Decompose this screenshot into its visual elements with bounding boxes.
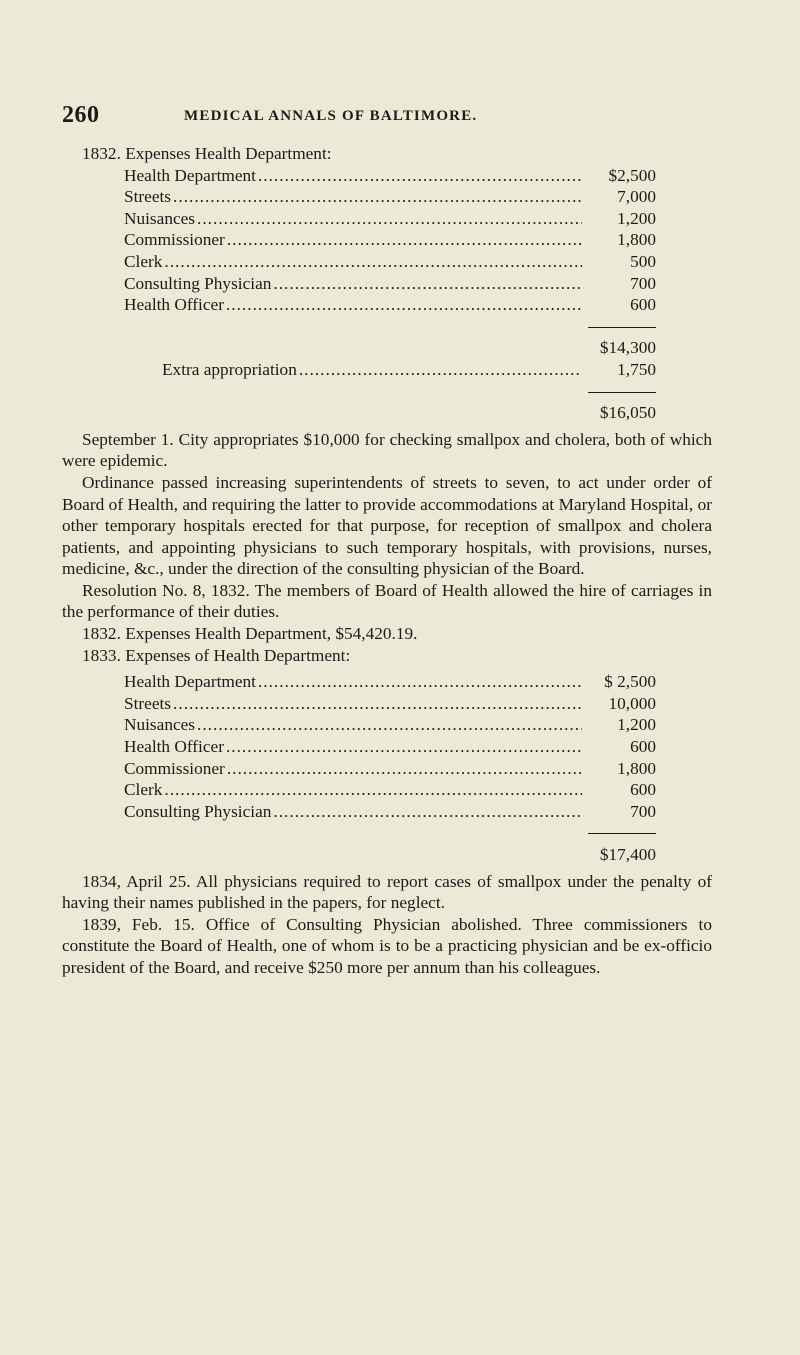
ledger-label: Commissioner (124, 230, 225, 250)
total-rule-spacer (124, 381, 656, 403)
ledger-amount: 1,750 (617, 359, 656, 379)
ledger-row (124, 208, 656, 230)
total-rule (588, 392, 656, 393)
paragraph: 1839, Feb. 15. Office of Consulting Physician abolished. Three commissioners to constitute the Board of Health, one of whom is to be a practicing physician and be ex-officio president of the Board, and receive $250 more per annum than his colleagues. (62, 914, 712, 977)
total-rule-spacer (124, 316, 656, 338)
running-title: MEDICAL ANNALS OF BALTIMORE. (184, 108, 478, 124)
dot-leader (258, 671, 582, 693)
dot-leader (273, 801, 582, 823)
page-body (62, 143, 712, 979)
page-number: 260 (62, 102, 100, 128)
ledger-label: Extra appropriation (162, 359, 297, 379)
dot-leader (299, 359, 582, 381)
ledger-label: Commissioner (124, 758, 225, 778)
ledger-label: Clerk (124, 780, 163, 800)
ledger-row (124, 779, 656, 801)
ledger-label: Consulting Physician (124, 801, 272, 821)
section-1833-heading: 1833. Expenses of Health Department: (82, 645, 351, 665)
total-rule-spacer (124, 822, 656, 844)
dot-leader (227, 229, 582, 251)
ledger-row (124, 758, 656, 780)
grand-total-row (124, 844, 656, 866)
ledger-amount: $ 2,500 (604, 672, 656, 692)
grand-total-amount: $17,400 (599, 845, 656, 864)
ledger-row (124, 273, 656, 295)
ledger-amount: 1,200 (617, 208, 656, 228)
grand-total-row (124, 402, 656, 424)
ledger-label: Nuisances (124, 715, 196, 735)
ledger-row (124, 714, 656, 736)
dot-leader (226, 736, 582, 758)
paragraph: Resolution No. 8, 1832. The members of Board of Health allowed the hire of carriages in the performance of their duties. (62, 580, 712, 622)
ledger-label: Health Officer (124, 737, 224, 757)
dot-leader (197, 208, 582, 230)
paragraph: Ordinance passed increasing superintendents of streets to seven, to act under order of Board of Health, and requiring the latter to provide accommodations at Maryland Hospital, or other temporary hospitals erected for that purpose, for reception of smallpox and cholera patients, and appointing physicians to such temporary hospitals, with provisions, nurses, medicine, &c., under the direction of the consulting physician of the Board. (62, 472, 712, 579)
ledger-row (124, 693, 656, 715)
ledger-row (124, 251, 656, 273)
ledger-row (124, 186, 656, 208)
dot-leader (273, 273, 582, 295)
ledger-row (124, 671, 656, 693)
ledger-row (124, 294, 656, 316)
ledger-amount: 700 (630, 801, 656, 821)
ledger-amount: 7,000 (617, 187, 656, 207)
ledger-label: Clerk (124, 251, 163, 271)
page-header (62, 102, 742, 132)
subtotal-row (124, 337, 656, 359)
dot-leader (226, 294, 582, 316)
ledger-amount: 1,800 (617, 758, 656, 778)
total-rule (588, 327, 656, 328)
subtotal-amount: $14,300 (599, 338, 656, 358)
ledger-amount: 700 (630, 273, 656, 293)
ledger-amount: 600 (630, 780, 656, 800)
expense-ledger-1832 (124, 165, 656, 424)
ledger-amount: 1,200 (617, 715, 656, 735)
total-rule (588, 833, 656, 834)
ledger-row (124, 801, 656, 823)
ledger-amount: 600 (630, 295, 656, 315)
dot-leader (173, 693, 582, 715)
paragraph: September 1. City appropriates $10,000 for checking smallpox and cholera, both of which were epidemic. (62, 429, 712, 471)
extra-appropriation-row (124, 359, 656, 381)
section-1832-heading: 1832. Expenses Health Department: (82, 144, 332, 163)
dot-leader (227, 758, 582, 780)
dot-leader (258, 165, 582, 187)
dot-leader (197, 714, 582, 736)
ledger-label: Nuisances (124, 208, 196, 228)
expense-ledger-1833 (124, 671, 656, 865)
paragraph: 1832. Expenses Health Department, $54,420.19. (82, 624, 418, 644)
ledger-amount: 600 (630, 737, 656, 757)
paragraph: 1834, April 25. All physicians required to report cases of smallpox under the penalty of having their names published in the papers, for neglect. (62, 871, 712, 913)
ledger-row (124, 736, 656, 758)
ledger-label: Health Department (124, 165, 256, 185)
ledger-label: Consulting Physician (124, 273, 272, 293)
dot-leader (164, 251, 582, 273)
ledger-amount: 500 (630, 251, 656, 271)
grand-total-amount: $16,050 (599, 403, 656, 423)
ledger-row (124, 165, 656, 187)
ledger-amount: 1,800 (617, 230, 656, 250)
dot-leader (164, 779, 582, 801)
ledger-row (124, 229, 656, 251)
ledger-amount: $2,500 (608, 165, 656, 185)
ledger-label: Streets (124, 187, 172, 207)
ledger-amount: 10,000 (608, 693, 656, 713)
ledger-label: Streets (124, 693, 172, 713)
ledger-label: Health Officer (124, 295, 224, 315)
dot-leader (173, 186, 582, 208)
ledger-label: Health Department (124, 672, 256, 692)
